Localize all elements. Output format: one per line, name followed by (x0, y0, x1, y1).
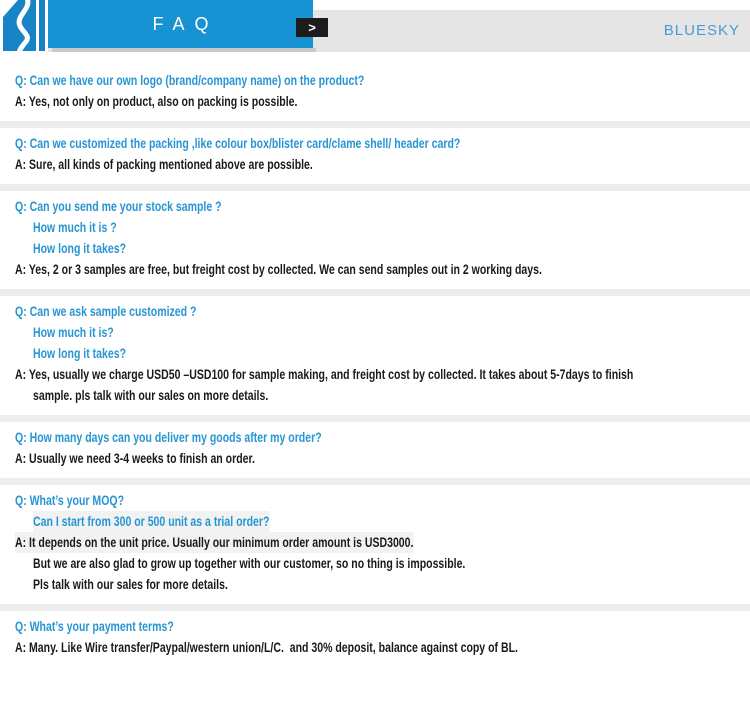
line-text: Q: Can we have our own logo (brand/company name) on the product? (15, 73, 365, 88)
faq-question-line (0, 490, 750, 511)
page-header (0, 0, 750, 65)
faq-answer-line (0, 574, 750, 595)
line-text: A: It depends on the unit price. Usually our minimum order amount is USD3000. (15, 532, 413, 553)
line-text: Q: How many days can you deliver my goods after my order? (15, 430, 322, 445)
faq-answer-line (0, 637, 750, 658)
faq-question-line (0, 217, 750, 238)
faq-banner-title: FAQ (48, 0, 313, 48)
line-text: Q: Can we ask sample customized ? (15, 304, 197, 319)
faq-question-line (0, 511, 750, 532)
faq-block (0, 611, 750, 667)
faq-block (0, 65, 750, 121)
line-text: How much it is? (33, 325, 114, 340)
faq-question-line (0, 616, 750, 637)
section-divider (0, 604, 750, 611)
faq-question-line (0, 238, 750, 259)
banner-shadow (52, 48, 316, 52)
section-divider (0, 184, 750, 191)
faq-block (0, 191, 750, 289)
line-text: A: Many. Like Wire transfer/Paypal/western union/L/C. and 30% deposit, balance against copy of BL. (15, 640, 518, 655)
faq-answer-line (0, 553, 750, 574)
faq-question-line (0, 343, 750, 364)
faq-answer-line (0, 259, 750, 280)
line-text: Q: Can you send me your stock sample ? (15, 199, 222, 214)
section-divider (0, 289, 750, 296)
line-text: A: Usually we need 3-4 weeks to finish an order. (15, 451, 255, 466)
line-text: Q: What’s your payment terms? (15, 619, 174, 634)
line-text: sample. pls talk with our sales on more details. (33, 388, 269, 403)
faq-block (0, 422, 750, 478)
bluesky-logo (0, 0, 48, 56)
line-text: How much it is ? (33, 220, 117, 235)
faq-question-line (0, 133, 750, 154)
line-text: A: Yes, 2 or 3 samples are free, but freight cost by collected. We can send samples out in 2 working days. (15, 262, 542, 277)
line-text: Q: What’s your MOQ? (15, 493, 125, 508)
line-text: How long it takes? (33, 346, 127, 361)
faq-answer-line (0, 91, 750, 112)
faq-block (0, 296, 750, 415)
faq-answer-line (0, 532, 750, 553)
faq-list (0, 65, 750, 667)
line-text: Pls talk with our sales for more details. (33, 577, 228, 592)
arrow-button[interactable]: > (296, 18, 328, 37)
faq-question-line (0, 322, 750, 343)
faq-block (0, 485, 750, 604)
faq-answer-line (0, 154, 750, 175)
line-text: A: Sure, all kinds of packing mentioned above are possible. (15, 157, 313, 172)
faq-answer-line (0, 448, 750, 469)
faq-block (0, 128, 750, 184)
brand-text: BLUESKY (663, 22, 740, 39)
faq-answer-line (0, 364, 750, 385)
section-divider (0, 415, 750, 422)
faq-question-line (0, 70, 750, 91)
line-text: Can I start from 300 or 500 unit as a trial order? (33, 511, 269, 532)
line-text: But we are also glad to grow up together with our customer, so no thing is impossible. (33, 556, 466, 571)
faq-answer-line (0, 385, 750, 406)
line-text: How long it takes? (33, 241, 127, 256)
line-text: A: Yes, usually we charge USD50 –USD100 for sample making, and freight cost by collected. It takes about 5-7days to finish (15, 367, 634, 382)
line-text: Q: Can we customized the packing ,like colour box/blister card/clame shell/ header card? (15, 136, 461, 151)
section-divider (0, 121, 750, 128)
section-divider (0, 478, 750, 485)
line-text: A: Yes, not only on product, also on packing is possible. (15, 94, 298, 109)
faq-question-line (0, 301, 750, 322)
faq-question-line (0, 196, 750, 217)
faq-question-line (0, 427, 750, 448)
